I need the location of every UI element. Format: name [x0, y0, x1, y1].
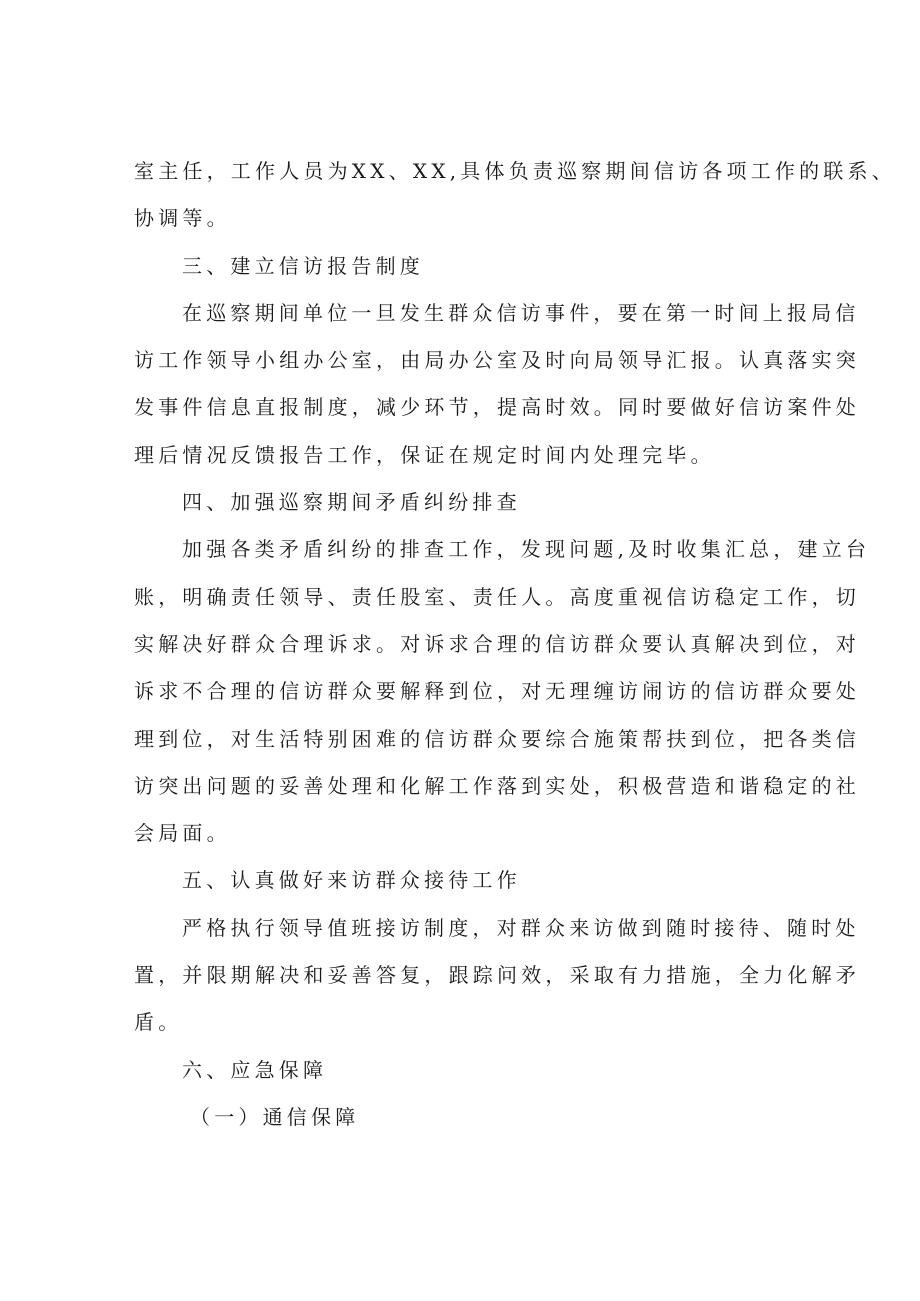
text-line: 实解决好群众合理诉求。对诉求合理的信访群众要认真解决到位，对	[134, 631, 860, 656]
section-heading	[134, 857, 794, 904]
paragraph	[134, 526, 871, 857]
text-line: 会局面。	[134, 821, 231, 846]
text-line: 访工作领导小组办公室，由局办公室及时向局领导汇报。认真落实突	[134, 348, 860, 373]
text-line: 盾。	[134, 1010, 183, 1035]
text-line: 理到位，对生活特别困难的信访群众要综合施策帮扶到位，把各类信	[134, 726, 860, 751]
paragraph	[134, 148, 896, 243]
text-line: 加强各类矛盾纠纷的排查工作，发现问题,及时收集汇总，建立台	[182, 537, 871, 562]
text-line: 四、加强巡察期间矛盾纠纷排查	[182, 490, 521, 515]
text-line: 访突出问题的妥善处理和化解工作落到实处，积极营造和谐稳定的社	[134, 773, 860, 798]
text-line: 严格执行领导值班接访制度，对群众来访做到随时接待、随时处	[182, 915, 860, 940]
document-body	[134, 148, 896, 1141]
text-line: 室主任，工作人员为XX、XX,具体负责巡察期间信访各项工作的联系、	[134, 159, 896, 183]
text-line: 六、应急保障	[182, 1057, 328, 1082]
text-line: 协调等。	[134, 206, 231, 231]
text-line: 理后情况反馈报告工作，保证在规定时间内处理完毕。	[134, 442, 715, 467]
section-heading	[134, 243, 794, 290]
subsection-heading	[134, 1094, 794, 1141]
text-line: 账，明确责任领导、责任股室、责任人。高度重视信访稳定工作，切	[134, 584, 860, 609]
text-line: 在巡察期间单位一旦发生群众信访事件，要在第一时间上报局信	[182, 300, 860, 325]
text-line: 发事件信息直报制度，减少环节，提高时效。同时要做好信访案件处	[134, 395, 860, 420]
text-line: （一）通信保障	[190, 1104, 360, 1129]
section-heading	[134, 479, 794, 526]
text-line: 五、认真做好来访群众接待工作	[182, 868, 521, 893]
paragraph	[134, 905, 860, 1047]
section-heading	[134, 1047, 794, 1094]
text-line: 置，并限期解决和妥善答复，跟踪问效，采取有力措施，全力化解矛	[134, 963, 860, 988]
paragraph	[134, 290, 860, 479]
text-line: 三、建立信访报告制度	[182, 253, 424, 278]
text-line: 诉求不合理的信访群众要解释到位，对无理缠访闹访的信访群众要处	[134, 679, 860, 704]
